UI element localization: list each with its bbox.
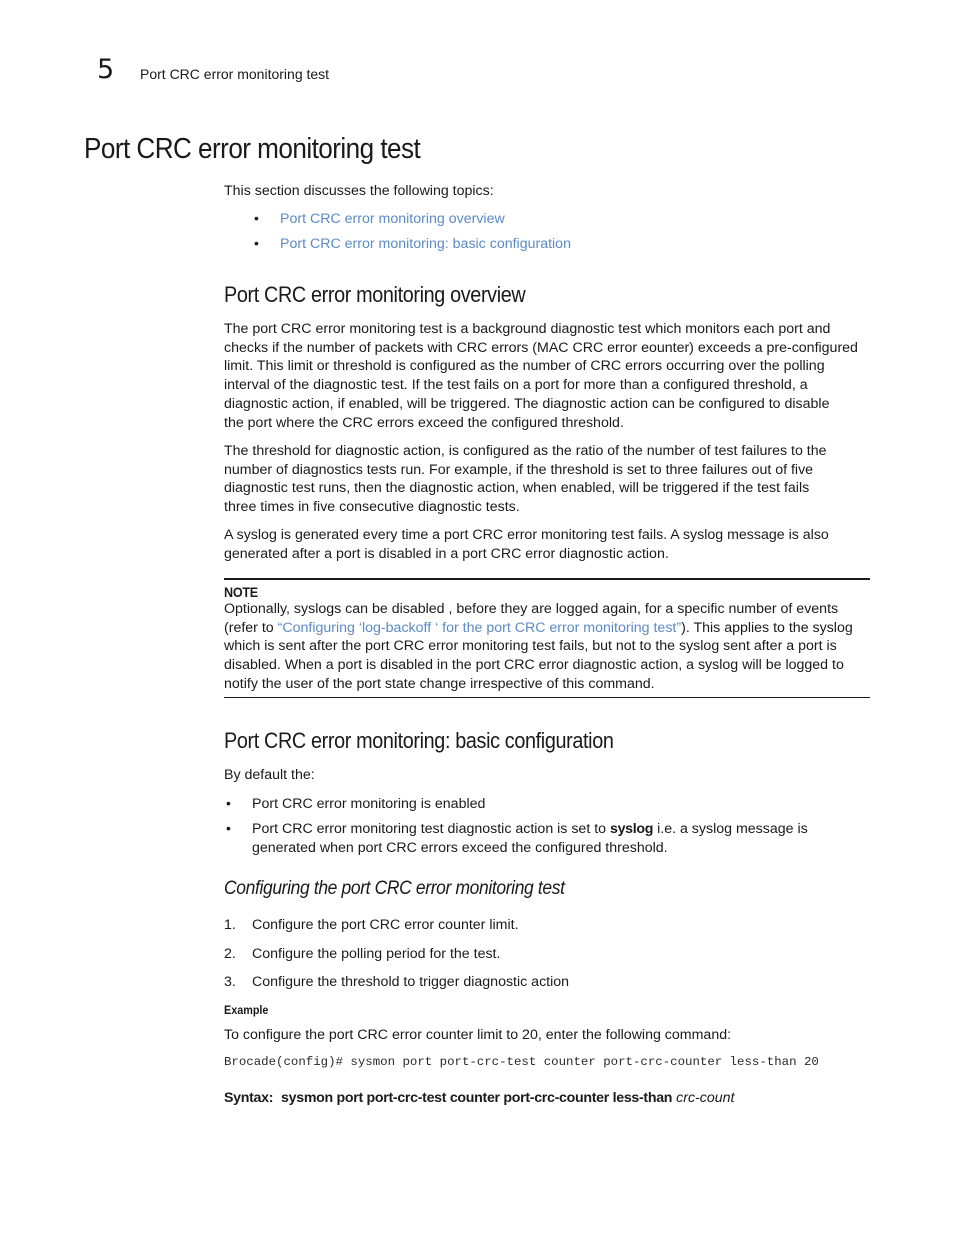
- command-example: Brocade(config)# sysmon port port-crc-test counter port-crc-counter less-than 20: [224, 1055, 819, 1069]
- step-text: Configure the polling period for the test.: [252, 946, 501, 962]
- text-fragment: (refer to: [224, 619, 278, 636]
- note-text: [224, 600, 874, 694]
- text-fragment: ). This applies to the syslog: [681, 619, 853, 636]
- text-line: notify the user of the port state change irrespective of this command.: [224, 675, 655, 692]
- step-number: 3.: [224, 974, 236, 990]
- syntax-command: sysmon port port-crc-test counter port-crc-counter less-than: [281, 1090, 673, 1106]
- bullet-icon: •: [226, 820, 231, 836]
- syntax-parameter: crc-count: [676, 1090, 735, 1106]
- topic-link-overview[interactable]: Port CRC error monitoring overview: [280, 211, 505, 227]
- syntax-label: Syntax:: [224, 1090, 274, 1106]
- intro-text: This section discusses the following topics:: [224, 183, 494, 199]
- step-number: 2.: [224, 946, 236, 962]
- text-fragment: Port CRC error monitoring test diagnostic action is set to: [252, 821, 610, 837]
- page-title: Port CRC error monitoring test: [84, 133, 421, 165]
- syntax-line: [224, 1089, 734, 1107]
- text-line: diagnostic test runs, then the diagnostic action, when enabled, will be triggered if the test fails: [224, 480, 810, 497]
- text-fragment: i.e. a syslog message is: [653, 821, 808, 837]
- text-line: A syslog is generated every time a port CRC error monitoring test fails. A syslog message is also: [224, 527, 829, 543]
- running-header: Port CRC error monitoring test: [140, 66, 330, 82]
- text-line: interval of the diagnostic test. If the test fails on a port for more than a configured threshold, a: [224, 377, 808, 394]
- overview-paragraph-1: [224, 320, 874, 432]
- text-line: the port where the CRC errors exceed the configured threshold.: [224, 414, 624, 431]
- basic-intro: By default the:: [224, 767, 315, 783]
- bullet-icon: •: [254, 210, 259, 226]
- chapter-number: 5: [97, 54, 115, 85]
- note-label: NOTE: [224, 584, 258, 600]
- text-line: diagnostic action, if enabled, will be triggered. The diagnostic action can be configured to disable: [224, 395, 830, 412]
- bullet-icon: •: [254, 235, 259, 251]
- text-line: [252, 820, 872, 839]
- text-line: limit. This limit or threshold is configured as the number of CRC errors occurring over the polling: [224, 358, 825, 375]
- example-intro: To configure the port CRC error counter limit to 20, enter the following command:: [224, 1027, 732, 1043]
- step-text: Configure the threshold to trigger diagnostic action: [252, 974, 570, 990]
- default-item-action: [252, 820, 872, 857]
- text-line: The port CRC error monitoring test is a background diagnostic test which monitors each port and: [224, 321, 831, 337]
- note-top-rule: [224, 578, 870, 580]
- section-heading-basic-configuration: Port CRC error monitoring: basic configuration: [224, 728, 614, 753]
- text-line: The threshold for diagnostic action, is configured as the ratio of the number of test failures to the: [224, 443, 827, 459]
- section-heading-overview: Port CRC error monitoring overview: [224, 282, 526, 307]
- bullet-icon: •: [226, 795, 231, 811]
- topic-link-basic-configuration[interactable]: Port CRC error monitoring: basic configuration: [280, 236, 571, 252]
- subsection-heading-configuring: Configuring the port CRC error monitoring test: [224, 878, 565, 899]
- text-line: checks if the number of packets with CRC errors (MAC CRC error eounter) exceeds a pre-configured: [224, 339, 858, 356]
- text-line: disabled. When a port is disabled in the port CRC error diagnostic action, a syslog will be logged to: [224, 657, 844, 674]
- text-line: Optionally, syslogs can be disabled , before they are logged again, for a specific number of events: [224, 601, 839, 617]
- overview-paragraph-2: [224, 442, 874, 517]
- text-line: generated after a port is disabled in a port CRC error diagnostic action.: [224, 545, 669, 562]
- text-line: generated when port CRC errors exceed the configured threshold.: [252, 839, 668, 856]
- default-item-enabled: Port CRC error monitoring is enabled: [252, 796, 486, 812]
- keyword-syslog: syslog: [610, 821, 654, 837]
- overview-paragraph-3: [224, 526, 874, 563]
- cross-reference-link[interactable]: “Configuring ‘log-backoff ‘ for the port CRC error monitoring test”: [277, 619, 682, 636]
- step-text: Configure the port CRC error counter limit.: [252, 917, 519, 933]
- text-line: [224, 619, 874, 638]
- text-line: three times in five consecutive diagnostic tests.: [224, 499, 520, 516]
- text-line: which is sent after the port CRC error monitoring test fails, but not to the syslog sent after a port is: [224, 638, 837, 655]
- step-number: 1.: [224, 917, 236, 933]
- example-label: Example: [224, 1003, 269, 1017]
- text-line: number of diagnostics tests run. For example, if the threshold is set to three failures out of five: [224, 461, 814, 478]
- note-bottom-rule: [224, 697, 870, 698]
